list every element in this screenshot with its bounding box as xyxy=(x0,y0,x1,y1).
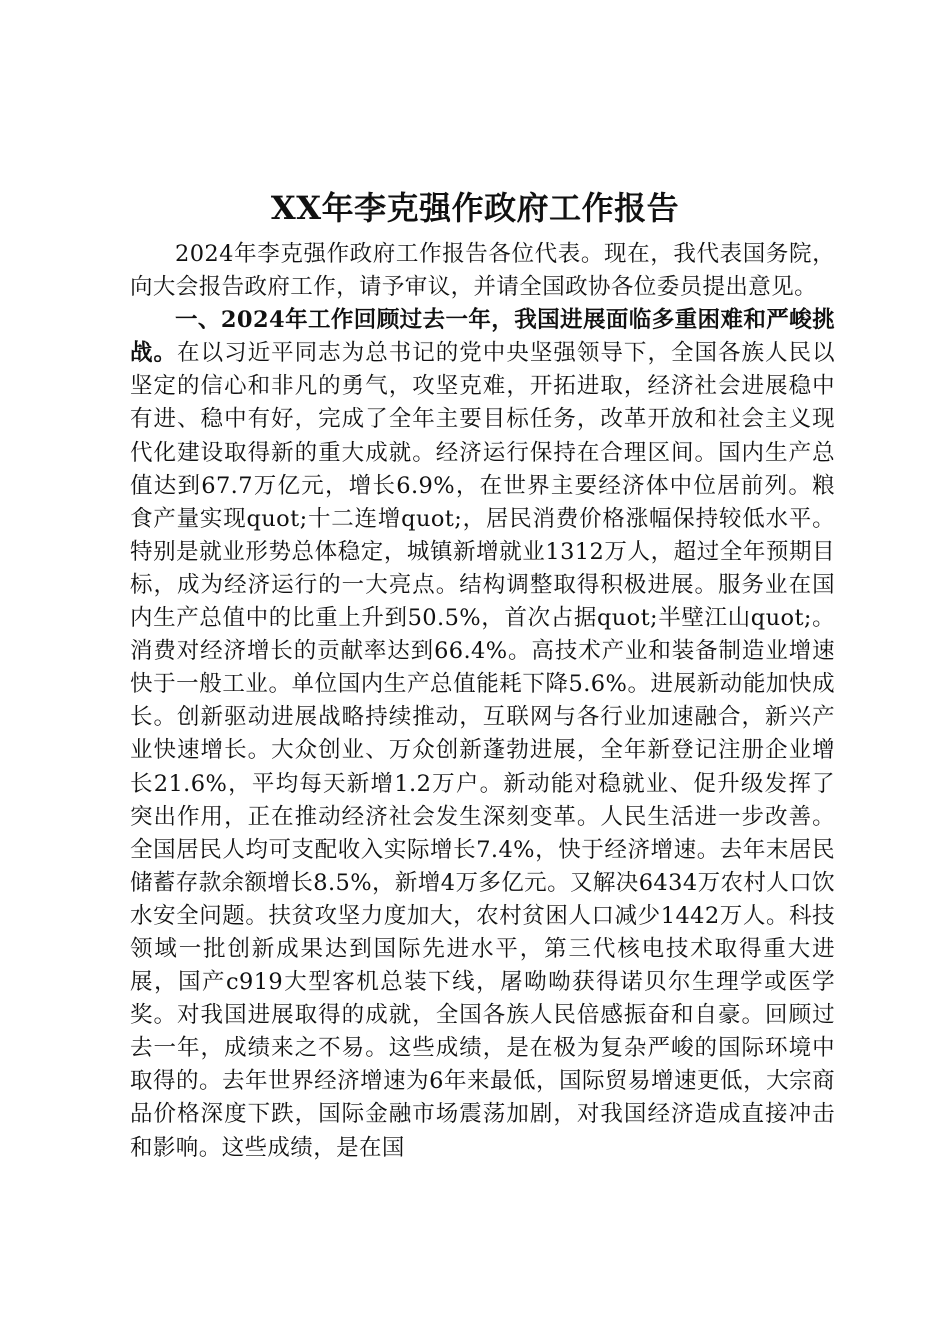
section-1-paragraph xyxy=(130,304,835,1164)
intro-paragraph: 2024年李克强作政府工作报告各位代表。现在，我代表国务院，向大会报告政府工作，请予审议，并请全国政协各位委员提出意见。 xyxy=(130,241,835,301)
document-body xyxy=(130,238,835,1165)
document-title: XX年李克强作政府工作报告 xyxy=(270,189,680,227)
section-1-heading: 一、2024年工作回顾过去一年，我国进展面临多重困难和严峻挑战。 xyxy=(130,307,835,367)
section-1-body: 在以习近平同志为总书记的党中央坚强领导下，全国各族人民以坚定的信心和非凡的勇气，攻坚克难，开拓进取，经济社会进展稳中有进、稳中有好，完成了全年主要目标任务，改革开放和社会主义现代化建设取得新的重大成就。经济运行保持在合理区间。国内生产总值达到67.7万亿元，增长6.9%，在世界主要经济体中位居前列。粮食产量实现quot;十二连增quot;，居民消费价格涨幅保持较低水平。特别是就业形势总体稳定，城镇新增就业1312万人，超过全年预期目标，成为经济运行的一大亮点。结构调整取得积极进展。服务业在国内生产总值中的比重上升到50.5%，首次占据quot;半壁江山quot;。消费对经济增长的贡献率达到66.4%。高技术产业和装备制造业增速快于一般工业。单位国内生产总值能耗下降5.6%。进展新动能加快成长。创新驱动进展战略持续推动，互联网与各行业加速融合，新兴产业快速增长。大众创业、万众创新蓬勃进展，全年新登记注册企业增长21.6%，平均每天新增1.2万户。新动能对稳就业、促升级发挥了突出作用，正在推动经济社会发生深刻变革。人民生活进一步改善。全国居民人均可支配收入实际增长7.4%，快于经济增速。去年末居民储蓄存款余额增长8.5%，新增4万多亿元。又解决6434万农村人口饮水安全问题。扶贫攻坚力度加大，农村贫困人口减少1442万人。科技领域一批创新成果达到国际先进水平，第三代核电技术取得重大进展，国产c919大型客机总装下线，屠呦呦获得诺贝尔生理学或医学奖。对我国进展取得的成就，全国各族人民倍感振奋和自豪。回顾过去一年，成绩来之不易。这些成绩，是在极为复杂严峻的国际环境中取得的。去年世界经济增速为6年来最低，国际贸易增速更低，大宗商品价格深度下跌，国际金融市场震荡加剧，对我国经济造成直接冲击和影响。这些成绩，是在国 xyxy=(130,340,835,1161)
